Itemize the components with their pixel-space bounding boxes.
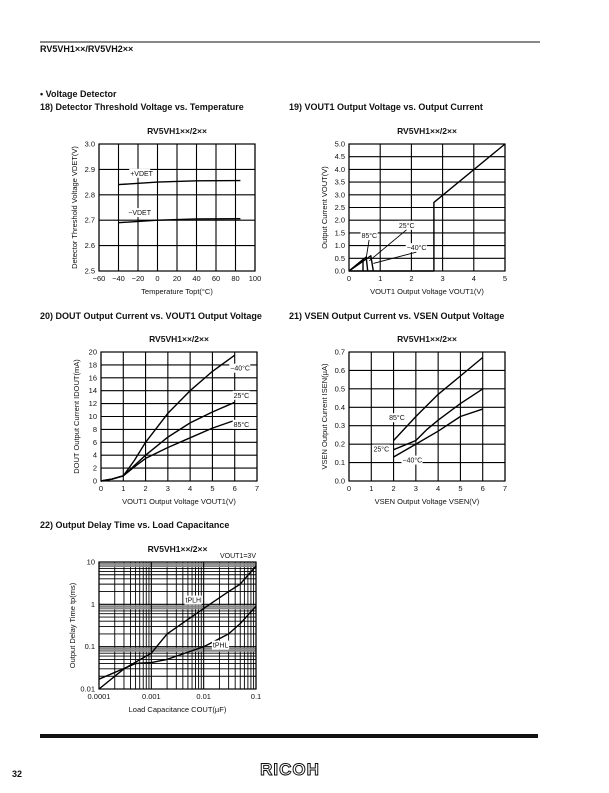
x-tick-label: 6 (232, 484, 237, 493)
y-tick-label: 0.01 (80, 684, 95, 694)
x-tick-label: 0.01 (196, 692, 211, 701)
x-tick-label: 7 (254, 484, 260, 493)
chart-18 (70, 126, 261, 296)
plot-frame (349, 352, 505, 481)
x-axis-label: VOUT1 Output Voltage VOUT1(V) (370, 287, 484, 296)
x-tick-label: 5 (502, 274, 508, 283)
y-tick-label: 0.6 (334, 365, 345, 375)
x-tick-label: −40 (112, 274, 125, 283)
y-axis-label: Output Delay Time tp(ms) (68, 582, 77, 669)
x-tick-label: 0 (155, 274, 160, 283)
chart-19 (320, 126, 507, 296)
y-tick-label: 5.0 (334, 139, 345, 149)
x-tick-label: 0 (98, 484, 104, 493)
chart-title: RV5VH1××/2×× (397, 126, 457, 136)
x-tick-label: 0.001 (141, 692, 161, 701)
y-tick-label: 3.0 (84, 139, 95, 149)
y-tick-label: 12 (88, 399, 97, 409)
x-tick-label: 20 (172, 274, 182, 283)
y-tick-label: 8 (92, 424, 97, 434)
annotation-label: −VDET (128, 210, 152, 218)
x-tick-label: 4 (436, 484, 441, 493)
annotation-label: 85°C (389, 415, 405, 423)
x-tick-label: 0 (346, 484, 352, 493)
annotation-label: 85°C (361, 232, 378, 240)
x-tick-label: 0.0001 (87, 692, 111, 701)
x-tick-label: 4 (471, 274, 476, 283)
annotation-label: 85°C (233, 421, 250, 429)
y-axis-label: DOUT Output Current IDOUT(mA) (72, 359, 81, 474)
x-tick-label: 80 (231, 274, 240, 283)
y-tick-label: 3.0 (334, 190, 345, 200)
y-tick-label: 2.8 (84, 190, 95, 200)
y-tick-label: 2.6 (84, 241, 95, 251)
annotation-label: 25°C (233, 392, 250, 400)
annotation-label: −40°C (230, 365, 250, 373)
y-tick-label: 10 (86, 557, 95, 567)
x-tick-label: 5 (458, 484, 463, 493)
annotation-label: tPLH (185, 597, 202, 605)
x-tick-label: 40 (192, 274, 201, 283)
y-tick-label: 0.1 (84, 642, 95, 652)
x-axis-label: VOUT1 Output Voltage VOUT1(V) (122, 497, 236, 506)
y-tick-label: 0.0 (334, 266, 345, 276)
y-tick-label: 4.5 (334, 152, 345, 162)
chart-21-heading: 21) VSEN Output Current vs. VSEN Output Voltage (289, 311, 505, 321)
x-tick-label: 100 (248, 274, 262, 283)
y-tick-label: 0.1 (334, 458, 345, 468)
y-tick-label: 16 (88, 373, 97, 383)
annotation-label: 25°C (373, 446, 390, 454)
annotation-label: −40°C (402, 457, 423, 465)
chart-22-heading: 22) Output Delay Time vs. Load Capacitance (40, 520, 230, 530)
y-tick-label: 14 (88, 386, 97, 396)
x-tick-label: 0.1 (250, 692, 262, 701)
charts-layer (68, 126, 507, 714)
y-axis-label: VSEN Output Current ISEN(µA) (320, 363, 329, 470)
x-tick-label: −60 (92, 274, 106, 283)
chart-title: RV5VH1××/2×× (397, 334, 457, 344)
x-tick-label: 6 (480, 484, 485, 493)
y-tick-label: 1.5 (334, 228, 345, 238)
x-tick-label: 0 (346, 274, 352, 283)
y-tick-label: 0.5 (334, 253, 345, 263)
y-tick-label: 4 (92, 450, 97, 460)
y-tick-label: 2.5 (334, 203, 345, 212)
section-title: • Voltage Detector (40, 89, 117, 99)
y-tick-label: 3.5 (334, 177, 345, 187)
x-tick-label: 2 (143, 484, 148, 493)
x-tick-label: 5 (210, 484, 215, 493)
y-tick-label: 0.0 (334, 476, 345, 486)
chart-19-heading: 19) VOUT1 Output Voltage vs. Output Current (289, 102, 483, 112)
x-tick-label: 1 (378, 274, 383, 283)
footer-rule (40, 734, 538, 738)
y-tick-label: 2.0 (334, 215, 345, 225)
x-tick-label: 3 (165, 484, 170, 493)
y-tick-label: 4.0 (334, 164, 345, 174)
annotation-label: tPHL (212, 642, 229, 650)
x-tick-label: 7 (502, 484, 508, 493)
x-tick-label: 3 (413, 484, 418, 493)
y-tick-label: 2.5 (84, 266, 95, 276)
y-tick-label: 0.5 (334, 384, 345, 394)
x-tick-label: 60 (211, 274, 221, 283)
chart-title: RV5VH1××/2×× (149, 334, 209, 344)
y-tick-label: 2.9 (84, 164, 95, 174)
x-tick-label: 1 (121, 484, 126, 493)
chart-20 (72, 334, 259, 506)
chart-title: RV5VH1××/2×× (147, 126, 207, 136)
y-tick-label: 1.0 (334, 241, 345, 251)
chart-20-heading: 20) DOUT Output Current vs. VOUT1 Output Voltage (40, 311, 262, 321)
chart-18-heading: 18) Detector Threshold Voltage vs. Temperature (40, 102, 244, 112)
chart-subtitle: VOUT1=3V (220, 553, 256, 560)
y-tick-label: 0.3 (334, 421, 345, 431)
header-title: RV5VH1××/RV5VH2×× (40, 44, 134, 54)
x-tick-label: −20 (131, 274, 145, 283)
annotation-label: −40°C (406, 245, 427, 253)
chart-22 (68, 544, 261, 714)
x-axis-label: Load Capacitance COUT(µF) (128, 705, 227, 714)
chart-21 (320, 334, 507, 506)
y-tick-label: 2.7 (84, 215, 95, 225)
y-tick-label: 0.4 (334, 402, 345, 412)
page-number: 32 (12, 769, 23, 779)
series-line-VDET (119, 181, 241, 185)
y-tick-label: 2 (92, 463, 97, 473)
x-axis-label: VSEN Output Voltage VSEN(V) (374, 497, 480, 506)
x-tick-label: 2 (391, 484, 396, 493)
annotation-leader (366, 240, 369, 258)
y-tick-label: 1 (90, 599, 95, 609)
x-axis-label: Temperature Topt(°C) (141, 287, 213, 296)
y-axis-label: Detector Threshold Voltage VDET(V) (70, 146, 79, 269)
x-tick-label: 4 (188, 484, 193, 493)
x-tick-label: 2 (409, 274, 414, 283)
y-tick-label: 0.2 (334, 439, 345, 449)
chart-title: RV5VH1××/2×× (147, 544, 208, 554)
ricoh-logo: RICOH (260, 760, 320, 779)
annotation-label: +VDET (130, 170, 153, 178)
y-tick-label: 0.7 (334, 347, 345, 357)
annotation-label: 25°C (398, 222, 415, 230)
x-tick-label: 1 (369, 484, 374, 493)
y-tick-label: 10 (88, 412, 97, 421)
x-tick-label: 3 (440, 274, 445, 283)
y-axis-label: Output Current VOUT(V) (320, 166, 329, 249)
y-tick-label: 0 (92, 476, 97, 486)
y-tick-label: 18 (88, 360, 97, 370)
y-tick-label: 6 (92, 437, 97, 447)
y-tick-label: 20 (88, 347, 97, 357)
